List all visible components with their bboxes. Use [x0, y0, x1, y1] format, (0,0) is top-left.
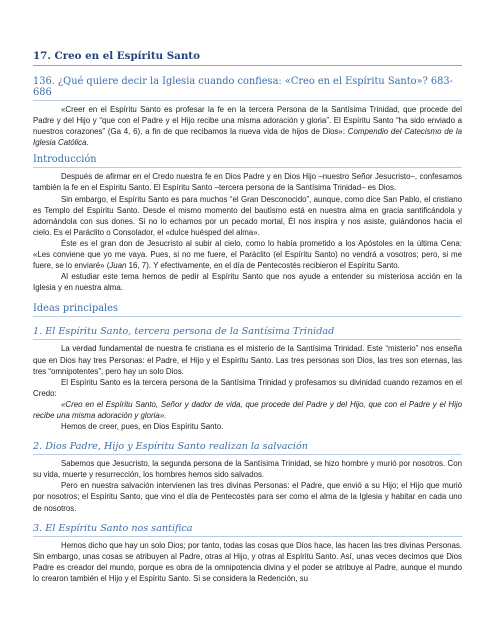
s1-paragraph-2: El Espíritu Santo es la tercera persona de la Santísima Trinidad y profesamos su divinidad cuando rezamos en el Credo: [33, 377, 462, 398]
intro-p3-ref: Juan [109, 261, 127, 271]
intro-paragraph-4: Al estudiar este tema hemos de pedir al Espíritu Santo que nos ayude a entender su misteriosa acción en la Iglesia y en nuestra alma. [33, 272, 462, 293]
subsection-1-block [33, 343, 462, 432]
intro-paragraph-2: Sin embargo, el Espíritu Santo es para muchos “el Gran Desconocido”, aunque, como dice San Pablo, el cristiano es Templo del Espíritu Santo. Desde el mismo momento del bautismo está en nuestra alma en gracia santificándola y adornándola con sus dones. Si no lo echamos por un pecado mortal, Él nos inspira y nos asiste, guiándonos hacia el cielo. Es el Paráclito o Consolador, el «dulce huésped del alma». [33, 194, 462, 237]
intro-p3-text-b: 16, 7). Y efectivamente, en el día de Pentecostés recibieron el Espíritu Santo. [126, 261, 400, 271]
section-title: 17. Creo en el Espíritu Santo [33, 50, 462, 66]
s2-paragraph-2: Pero en nuestra salvación intervienen las tres divinas Personas: el Padre, que envió a su Hijo; el Hijo que murió por nosotros; el Espíritu Santo, que vino el día de Pentecostés para ser como el alma de la Iglesia y habitar en cada uno de nosotros. [33, 481, 462, 513]
intro-paragraph-3 [33, 238, 462, 271]
answer-text: «Creer en el Espíritu Santo es profesar la fe en la tercera Persona de la Santísima Trinidad, que procede del Padre y del Hijo y “que con el Padre y el Hijo recibe una misma adoración y gloria”. El Espíritu Santo “ha sido enviado a nuestros corazones” (Ga 4, 6), a fin de que recibamos la nueva vida de hijos de Dios»: [33, 105, 462, 137]
intro-heading: Introducción [33, 154, 462, 168]
subsection-3-heading: 3. El Espíritu Santo nos santifica [33, 523, 462, 537]
intro-block [33, 171, 462, 293]
question-heading: 136. ¿Qué quiere decir la Iglesia cuando confiesa: «Creo en el Espíritu Santo»? 683-686 [33, 76, 462, 101]
answer-paragraph [33, 104, 462, 148]
intro-paragraph-1: Después de afirmar en el Credo nuestra fe en Dios Padre y en Dios Hijo –nuestro Señor Jesucristo–, confesamos también la fe en el Espíritu Santo. El Espíritu Santo –tercera persona de la Santísima Trinidad– es Dios. [33, 172, 462, 193]
s1-paragraph-1: La verdad fundamental de nuestra fe cristiana es el misterio de la Santísima Trinidad. Este “misterio” nos enseña que en Dios hay tres Personas: el Padre, el Hijo y el Espíritu Santo. Las tres personas son Dios, las tres son eternas, las tres “omnipotentes”, pero hay un solo Dios. [33, 344, 462, 376]
answer-end: . [86, 138, 89, 148]
ideas-heading: Ideas principales [33, 303, 462, 317]
subsection-2-block [33, 458, 462, 513]
s1-paragraph-3: Hemos de creer, pues, en Dios Espíritu Santo. [61, 422, 224, 432]
s3-paragraph-1: Hemos dicho que hay un solo Dios; por tanto, todas las cosas que Dios hace, las hacen las tres divinas Personas. Sin embargo, unas cosas se atribuyen al Padre, otras al Hijo, y otras al Espíritu Santo. Así, unas veces decimos que Dios Padre es creador del mundo, porque es obra de la omnipotencia divina y el poder se atribuye al Padre, aunque el mundo lo crearon también el Hijo y el Espíritu Santo. Si se considera la Redención, su [33, 540, 462, 583]
subsection-3-block [33, 540, 462, 584]
answer-block [33, 104, 462, 148]
intro-p3-text-a: Éste es el gran don de Jesucristo al subir al cielo, como lo había prometido a los Apóstoles en la última Cena: «Les conviene que yo me vaya. Pues, si no me fuere, el Paráclito (el Espíritu Santo) no vendrá a vosotros; pero, si me fuere, se lo enviaré» ( [33, 238, 462, 271]
subsection-2-heading: 2. Dios Padre, Hijo y Espíritu Santo realizan la salvación [33, 441, 462, 455]
s1-creed-quote: «Creo en el Espíritu Santo, Señor y dador de vida, que procede del Padre y del Hijo, que con el Padre y el Hijo recibe una misma adoración y gloria». [33, 399, 462, 420]
s2-paragraph-1: Sabemos que Jesucristo, la segunda persona de la Santísima Trinidad, se hizo hombre y murió por nosotros. Con su vida, muerte y resurrección, los hombres hemos sido salvados. [33, 459, 462, 480]
answer-source: Compendio del Catecismo de la Iglesia Católica [33, 127, 462, 148]
subsection-1-heading: 1. El Espíritu Santo, tercera persona de la Santísima Trinidad [33, 326, 462, 340]
